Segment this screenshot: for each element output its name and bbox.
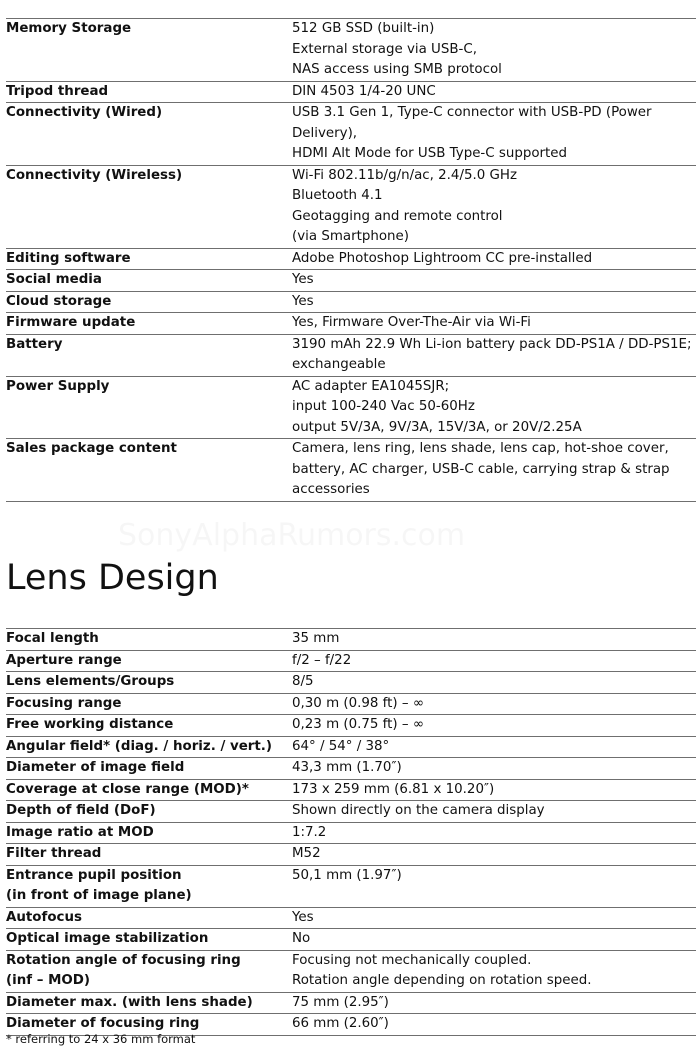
row-label (6, 715, 292, 736)
row-value (292, 694, 696, 715)
row-label (6, 737, 292, 758)
table-row (6, 166, 696, 249)
row-value-line: Yes, Firmware Over-The-Air via Wi-Fi (292, 315, 531, 330)
row-label (6, 758, 292, 779)
row-value (292, 1014, 696, 1035)
row-label-line: Cloud storage (6, 293, 112, 309)
row-value-line: 173 x 259 mm (6.81 x 10.20″) (292, 781, 495, 797)
row-label (6, 249, 292, 270)
row-label-line: Diameter of focusing ring (6, 1016, 200, 1031)
table-row (6, 249, 696, 271)
table-row (6, 19, 696, 82)
table-row (6, 844, 696, 866)
table-row (6, 82, 696, 104)
row-value-line: 8/5 (292, 674, 314, 689)
row-value-line: Focusing not mechanically coupled. (292, 952, 532, 968)
row-label (6, 270, 292, 291)
row-value-line: Yes (292, 909, 314, 925)
row-label-line: Free working distance (6, 717, 174, 732)
row-value (292, 651, 696, 672)
row-value-line: 0,30 m (0.98 ft) – ∞ (292, 695, 424, 711)
row-value (292, 335, 696, 376)
watermark-text (118, 518, 465, 553)
row-value (292, 993, 696, 1014)
row-label-line: Firmware update (6, 315, 136, 330)
row-value (292, 929, 696, 950)
row-label-line: Diameter of image field (6, 760, 185, 775)
row-value (292, 823, 696, 844)
row-value (292, 82, 696, 103)
row-value-line: input 100-240 Vac 50-60Hz (292, 399, 475, 414)
row-value (292, 292, 696, 313)
table-row (6, 629, 696, 651)
table-row (6, 929, 696, 951)
row-value-line: output 5V/3A, 9V/3A, 15V/3A, or 20V/2.25A (292, 419, 582, 435)
row-value-line: Yes (292, 272, 314, 287)
row-value-line: accessories (292, 482, 370, 497)
row-value (292, 672, 696, 693)
row-label (6, 908, 292, 929)
row-value-line: Adobe Photoshop Lightroom CC pre-installed (292, 250, 593, 266)
row-value-line: DIN 4503 1/4-20 UNC (292, 83, 436, 99)
row-value-line: 66 mm (2.60″) (292, 1016, 389, 1031)
row-label-line: Connectivity (Wireless) (6, 167, 183, 183)
table-row (6, 335, 696, 377)
row-value (292, 715, 696, 736)
row-label (6, 103, 292, 165)
row-value (292, 737, 696, 758)
row-label (6, 801, 292, 822)
row-value-line: 1:7.2 (292, 824, 327, 840)
row-label-line: Autofocus (6, 909, 82, 925)
row-label-line: Focusing range (6, 695, 122, 711)
lens-design-table (6, 628, 696, 1036)
row-label (6, 629, 292, 650)
row-label (6, 823, 292, 844)
row-value-line: 512 GB SSD (built-in) (292, 21, 435, 36)
row-value-line: Wi-Fi 802.11b/g/n/ac, 2.4/5.0 GHz (292, 167, 517, 183)
table-row (6, 823, 696, 845)
row-label-line: Memory Storage (6, 21, 132, 36)
row-value (292, 780, 696, 801)
row-label (6, 19, 292, 81)
row-value-line: (via Smartphone) (292, 229, 409, 244)
row-label-line: Battery (6, 336, 63, 352)
row-value (292, 866, 696, 907)
row-value-line: No (292, 931, 311, 946)
row-value-line: 64° / 54° / 38° (292, 738, 390, 754)
row-value-line: Rotation angle depending on rotation speed. (292, 973, 592, 988)
table-row (6, 758, 696, 780)
row-label-line: Power Supply (6, 378, 110, 394)
row-value-line: Bluetooth 4.1 (292, 188, 383, 203)
row-label-line: Entrance pupil position (6, 867, 182, 883)
row-label-line: Coverage at close range (MOD)* (6, 781, 249, 797)
row-label-line: Depth of field (DoF) (6, 803, 156, 818)
row-value-line: HDMI Alt Mode for USB Type-C supported (292, 146, 568, 161)
row-value-line: 43,3 mm (1.70″) (292, 760, 402, 775)
row-label (6, 951, 292, 992)
table-row (6, 715, 696, 737)
row-value-line: Geotagging and remote control (292, 208, 503, 224)
row-label (6, 694, 292, 715)
row-label (6, 651, 292, 672)
row-label (6, 292, 292, 313)
row-value (292, 377, 696, 439)
table-row (6, 377, 696, 440)
table-row (6, 292, 696, 314)
row-label (6, 166, 292, 248)
row-value-line: Shown directly on the camera display (292, 803, 545, 818)
section-title: Lens Design (6, 558, 219, 598)
row-value-line: USB 3.1 Gen 1, Type-C connector with USB-PD (Power (292, 105, 652, 120)
row-label-line: Image ratio at MOD (6, 824, 154, 840)
row-label-line: Rotation angle of focusing ring (6, 952, 241, 968)
row-value (292, 249, 696, 270)
row-value-line: 50,1 mm (1.97″) (292, 867, 402, 883)
row-value-line: External storage via USB-C, (292, 41, 477, 57)
table-row (6, 866, 696, 908)
row-value-line: AC adapter EA1045SJR; (292, 378, 450, 394)
row-label (6, 844, 292, 865)
row-label (6, 439, 292, 501)
table-row (6, 908, 696, 930)
table-row (6, 313, 696, 335)
row-value-line: 35 mm (292, 631, 340, 646)
row-value (292, 629, 696, 650)
row-label-line: Aperture range (6, 652, 122, 668)
row-label-line: Filter thread (6, 846, 102, 861)
row-label (6, 866, 292, 907)
row-value-line: Camera, lens ring, lens shade, lens cap, hot-shoe cover, (292, 441, 669, 456)
row-label (6, 929, 292, 950)
row-value (292, 844, 696, 865)
table-row (6, 270, 696, 292)
row-value (292, 103, 696, 165)
row-label-line: Lens elements/Groups (6, 674, 175, 689)
table-row (6, 651, 696, 673)
row-value-line: Delivery), (292, 125, 358, 141)
row-label-line: Diameter max. (with lens shade) (6, 994, 253, 1010)
row-value-line: f/2 – f/22 (292, 652, 352, 668)
row-label-line: (in front of image plane) (6, 888, 192, 903)
row-value (292, 801, 696, 822)
row-value-line: exchangeable (292, 357, 386, 372)
row-value-line: M52 (292, 846, 321, 861)
row-value (292, 908, 696, 929)
row-label (6, 780, 292, 801)
row-value (292, 166, 696, 248)
row-value (292, 439, 696, 501)
table-row (6, 737, 696, 759)
row-label-line: (inf – MOD) (6, 973, 91, 988)
table-row (6, 780, 696, 802)
row-value-line: battery, AC charger, USB-C cable, carrying strap & strap (292, 461, 670, 477)
row-label-line: Social media (6, 272, 102, 287)
row-label-line: Tripod thread (6, 83, 109, 99)
row-value-line: Yes (292, 293, 314, 309)
row-label-line: Focal length (6, 631, 99, 646)
table-row (6, 993, 696, 1015)
row-label-line: Optical image stabilization (6, 931, 209, 946)
row-value-line: 75 mm (2.95″) (292, 994, 389, 1010)
row-label (6, 335, 292, 376)
row-value (292, 758, 696, 779)
row-value (292, 951, 696, 992)
row-label (6, 377, 292, 439)
row-label (6, 993, 292, 1014)
row-label-line: Editing software (6, 250, 131, 266)
row-value (292, 19, 696, 81)
row-label-line: Connectivity (Wired) (6, 105, 163, 120)
table-row (6, 694, 696, 716)
row-label (6, 672, 292, 693)
table-row (6, 103, 696, 166)
row-label-line: Angular field* (diag. / horiz. / vert.) (6, 738, 273, 754)
row-label (6, 313, 292, 334)
row-value (292, 313, 696, 334)
footnote: * referring to 24 x 36 mm format (6, 1032, 196, 1046)
specifications-table (6, 18, 696, 502)
table-row (6, 439, 696, 502)
table-row (6, 801, 696, 823)
row-value (292, 270, 696, 291)
row-value-line: NAS access using SMB protocol (292, 62, 502, 77)
row-value-line: 0,23 m (0.75 ft) – ∞ (292, 717, 424, 732)
row-value-line: 3190 mAh 22.9 Wh Li-ion battery pack DD-PS1A / DD-PS1E; (292, 336, 692, 352)
table-row (6, 951, 696, 993)
row-label-line: Sales package content (6, 441, 177, 456)
row-label (6, 82, 292, 103)
table-row (6, 672, 696, 694)
